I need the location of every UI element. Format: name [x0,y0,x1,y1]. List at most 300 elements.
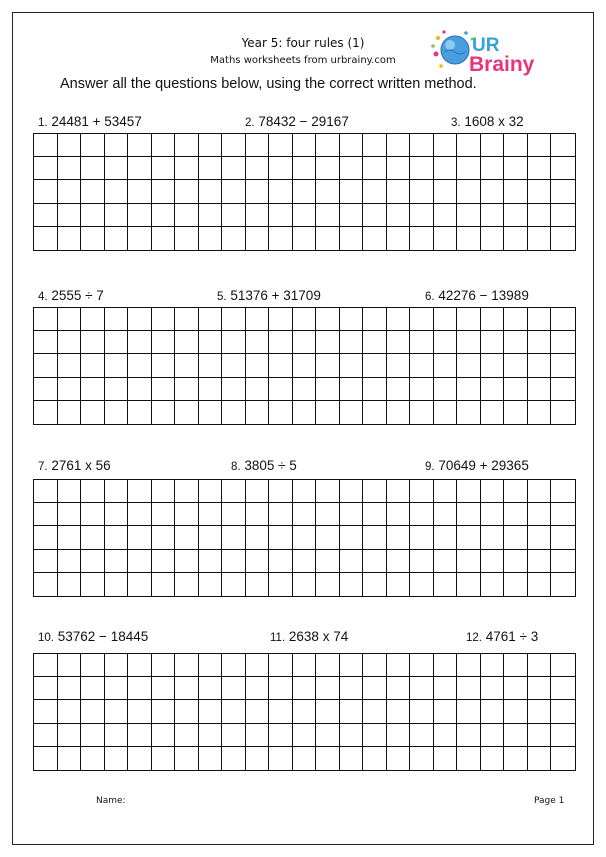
grid-cell[interactable] [199,573,223,596]
grid-cell[interactable] [246,526,270,549]
grid-cell[interactable] [481,308,505,331]
grid-cell[interactable] [128,573,152,596]
grid-cell[interactable] [551,134,575,157]
grid-cell[interactable] [504,354,528,377]
grid-cell[interactable] [528,227,552,250]
grid-cell[interactable] [340,227,364,250]
grid-cell[interactable] [316,204,340,227]
grid-cell[interactable] [410,134,434,157]
grid-cell[interactable] [528,331,552,354]
grid-cell[interactable] [199,157,223,180]
grid-cell[interactable] [199,677,223,700]
grid-cell[interactable] [269,700,293,723]
grid-cell[interactable] [504,677,528,700]
grid-cell[interactable] [246,654,270,677]
grid-cell[interactable] [246,180,270,203]
grid-cell[interactable] [434,308,458,331]
grid-cell[interactable] [387,677,411,700]
grid-cell[interactable] [340,401,364,424]
grid-cell[interactable] [293,503,317,526]
grid-cell[interactable] [81,573,105,596]
grid-cell[interactable] [81,526,105,549]
grid-cell[interactable] [175,378,199,401]
grid-cell[interactable] [410,654,434,677]
grid-cell[interactable] [457,204,481,227]
grid-cell[interactable] [269,134,293,157]
grid-cell[interactable] [34,180,58,203]
grid-cell[interactable] [387,724,411,747]
grid-cell[interactable] [293,354,317,377]
grid-cell[interactable] [34,700,58,723]
grid-cell[interactable] [199,550,223,573]
grid-cell[interactable] [504,480,528,503]
grid-cell[interactable] [105,573,129,596]
grid-cell[interactable] [410,503,434,526]
grid-cell[interactable] [293,227,317,250]
answer-grid-2[interactable] [33,307,576,425]
grid-cell[interactable] [269,677,293,700]
grid-cell[interactable] [316,157,340,180]
grid-cell[interactable] [34,550,58,573]
grid-cell[interactable] [551,204,575,227]
grid-cell[interactable] [269,378,293,401]
grid-cell[interactable] [457,157,481,180]
grid-cell[interactable] [175,331,199,354]
grid-cell[interactable] [152,654,176,677]
grid-cell[interactable] [551,573,575,596]
grid-cell[interactable] [152,677,176,700]
grid-cell[interactable] [410,700,434,723]
grid-cell[interactable] [81,331,105,354]
grid-cell[interactable] [457,724,481,747]
answer-grid-1[interactable] [33,133,576,251]
grid-cell[interactable] [128,550,152,573]
grid-cell[interactable] [269,480,293,503]
grid-cell[interactable] [316,747,340,770]
grid-cell[interactable] [528,180,552,203]
grid-cell[interactable] [387,401,411,424]
grid-cell[interactable] [504,503,528,526]
grid-cell[interactable] [340,308,364,331]
grid-cell[interactable] [246,747,270,770]
grid-cell[interactable] [269,308,293,331]
grid-cell[interactable] [293,700,317,723]
grid-cell[interactable] [528,401,552,424]
grid-cell[interactable] [293,180,317,203]
grid-cell[interactable] [457,526,481,549]
grid-cell[interactable] [222,227,246,250]
grid-cell[interactable] [363,654,387,677]
grid-cell[interactable] [81,677,105,700]
grid-cell[interactable] [504,550,528,573]
grid-cell[interactable] [269,354,293,377]
grid-cell[interactable] [363,227,387,250]
grid-cell[interactable] [316,480,340,503]
grid-cell[interactable] [528,677,552,700]
grid-cell[interactable] [58,550,82,573]
grid-cell[interactable] [528,134,552,157]
grid-cell[interactable] [269,503,293,526]
grid-cell[interactable] [551,180,575,203]
grid-cell[interactable] [551,700,575,723]
grid-cell[interactable] [199,308,223,331]
grid-cell[interactable] [105,480,129,503]
grid-cell[interactable] [504,654,528,677]
grid-cell[interactable] [81,134,105,157]
grid-cell[interactable] [105,308,129,331]
grid-cell[interactable] [222,724,246,747]
grid-cell[interactable] [340,677,364,700]
grid-cell[interactable] [175,700,199,723]
grid-cell[interactable] [504,331,528,354]
grid-cell[interactable] [105,654,129,677]
grid-cell[interactable] [387,378,411,401]
grid-cell[interactable] [551,503,575,526]
grid-cell[interactable] [246,227,270,250]
grid-cell[interactable] [551,526,575,549]
grid-cell[interactable] [293,134,317,157]
grid-cell[interactable] [222,204,246,227]
grid-cell[interactable] [246,308,270,331]
grid-cell[interactable] [152,724,176,747]
grid-cell[interactable] [34,480,58,503]
grid-cell[interactable] [246,401,270,424]
grid-cell[interactable] [551,378,575,401]
grid-cell[interactable] [58,180,82,203]
grid-cell[interactable] [269,180,293,203]
grid-cell[interactable] [293,401,317,424]
grid-cell[interactable] [340,204,364,227]
grid-cell[interactable] [551,724,575,747]
grid-cell[interactable] [457,134,481,157]
grid-cell[interactable] [528,157,552,180]
grid-cell[interactable] [81,308,105,331]
grid-cell[interactable] [434,157,458,180]
grid-cell[interactable] [504,157,528,180]
grid-cell[interactable] [152,204,176,227]
grid-cell[interactable] [34,308,58,331]
grid-cell[interactable] [128,378,152,401]
grid-cell[interactable] [199,654,223,677]
grid-cell[interactable] [387,157,411,180]
grid-cell[interactable] [434,747,458,770]
grid-cell[interactable] [340,654,364,677]
grid-cell[interactable] [293,204,317,227]
grid-cell[interactable] [316,331,340,354]
grid-cell[interactable] [363,401,387,424]
grid-cell[interactable] [152,526,176,549]
grid-cell[interactable] [222,378,246,401]
grid-cell[interactable] [457,480,481,503]
grid-cell[interactable] [58,724,82,747]
grid-cell[interactable] [528,204,552,227]
grid-cell[interactable] [246,677,270,700]
grid-cell[interactable] [316,550,340,573]
grid-cell[interactable] [340,157,364,180]
grid-cell[interactable] [269,724,293,747]
grid-cell[interactable] [481,378,505,401]
grid-cell[interactable] [481,700,505,723]
grid-cell[interactable] [434,354,458,377]
grid-cell[interactable] [81,503,105,526]
grid-cell[interactable] [363,134,387,157]
grid-cell[interactable] [457,401,481,424]
grid-cell[interactable] [481,677,505,700]
grid-cell[interactable] [58,134,82,157]
grid-cell[interactable] [105,401,129,424]
grid-cell[interactable] [269,573,293,596]
grid-cell[interactable] [199,480,223,503]
grid-cell[interactable] [58,700,82,723]
grid-cell[interactable] [105,354,129,377]
grid-cell[interactable] [269,204,293,227]
grid-cell[interactable] [528,354,552,377]
grid-cell[interactable] [175,308,199,331]
grid-cell[interactable] [58,654,82,677]
grid-cell[interactable] [81,654,105,677]
grid-cell[interactable] [481,354,505,377]
grid-cell[interactable] [434,503,458,526]
grid-cell[interactable] [199,503,223,526]
grid-cell[interactable] [222,180,246,203]
grid-cell[interactable] [269,401,293,424]
grid-cell[interactable] [246,134,270,157]
grid-cell[interactable] [269,157,293,180]
grid-cell[interactable] [481,157,505,180]
grid-cell[interactable] [105,227,129,250]
grid-cell[interactable] [551,480,575,503]
grid-cell[interactable] [128,227,152,250]
grid-cell[interactable] [551,308,575,331]
grid-cell[interactable] [269,550,293,573]
grid-cell[interactable] [81,204,105,227]
grid-cell[interactable] [551,747,575,770]
grid-cell[interactable] [199,724,223,747]
grid-cell[interactable] [363,724,387,747]
grid-cell[interactable] [293,157,317,180]
grid-cell[interactable] [481,204,505,227]
grid-cell[interactable] [152,480,176,503]
grid-cell[interactable] [340,480,364,503]
grid-cell[interactable] [293,378,317,401]
grid-cell[interactable] [387,354,411,377]
grid-cell[interactable] [410,573,434,596]
grid-cell[interactable] [387,227,411,250]
grid-cell[interactable] [410,401,434,424]
grid-cell[interactable] [81,227,105,250]
grid-cell[interactable] [34,654,58,677]
grid-cell[interactable] [434,677,458,700]
grid-cell[interactable] [175,354,199,377]
grid-cell[interactable] [199,180,223,203]
grid-cell[interactable] [152,157,176,180]
grid-cell[interactable] [387,573,411,596]
grid-cell[interactable] [504,700,528,723]
grid-cell[interactable] [128,503,152,526]
grid-cell[interactable] [128,157,152,180]
grid-cell[interactable] [410,157,434,180]
answer-grid-4[interactable] [33,653,576,771]
grid-cell[interactable] [551,157,575,180]
grid-cell[interactable] [363,747,387,770]
grid-cell[interactable] [128,354,152,377]
grid-cell[interactable] [128,204,152,227]
grid-cell[interactable] [340,573,364,596]
grid-cell[interactable] [410,677,434,700]
grid-cell[interactable] [246,480,270,503]
grid-cell[interactable] [387,204,411,227]
grid-cell[interactable] [81,747,105,770]
grid-cell[interactable] [387,700,411,723]
grid-cell[interactable] [551,677,575,700]
grid-cell[interactable] [340,331,364,354]
grid-cell[interactable] [387,550,411,573]
grid-cell[interactable] [81,724,105,747]
grid-cell[interactable] [58,331,82,354]
grid-cell[interactable] [128,654,152,677]
grid-cell[interactable] [222,677,246,700]
grid-cell[interactable] [128,677,152,700]
grid-cell[interactable] [175,227,199,250]
grid-cell[interactable] [105,747,129,770]
grid-cell[interactable] [199,134,223,157]
grid-cell[interactable] [481,401,505,424]
grid-cell[interactable] [316,378,340,401]
grid-cell[interactable] [128,700,152,723]
grid-cell[interactable] [199,204,223,227]
grid-cell[interactable] [58,308,82,331]
grid-cell[interactable] [504,180,528,203]
grid-cell[interactable] [58,526,82,549]
grid-cell[interactable] [34,401,58,424]
grid-cell[interactable] [434,227,458,250]
grid-cell[interactable] [34,724,58,747]
grid-cell[interactable] [246,354,270,377]
grid-cell[interactable] [551,331,575,354]
grid-cell[interactable] [105,503,129,526]
grid-cell[interactable] [340,378,364,401]
grid-cell[interactable] [316,354,340,377]
grid-cell[interactable] [128,331,152,354]
grid-cell[interactable] [293,550,317,573]
grid-cell[interactable] [410,724,434,747]
grid-cell[interactable] [152,308,176,331]
grid-cell[interactable] [152,550,176,573]
grid-cell[interactable] [222,654,246,677]
grid-cell[interactable] [222,550,246,573]
grid-cell[interactable] [58,227,82,250]
grid-cell[interactable] [293,526,317,549]
grid-cell[interactable] [387,134,411,157]
grid-cell[interactable] [363,503,387,526]
grid-cell[interactable] [457,700,481,723]
grid-cell[interactable] [152,378,176,401]
grid-cell[interactable] [316,227,340,250]
grid-cell[interactable] [528,724,552,747]
grid-cell[interactable] [528,503,552,526]
grid-cell[interactable] [316,308,340,331]
grid-cell[interactable] [58,401,82,424]
grid-cell[interactable] [105,550,129,573]
grid-cell[interactable] [316,526,340,549]
grid-cell[interactable] [246,157,270,180]
grid-cell[interactable] [363,550,387,573]
grid-cell[interactable] [222,134,246,157]
grid-cell[interactable] [222,354,246,377]
grid-cell[interactable] [457,378,481,401]
grid-cell[interactable] [528,480,552,503]
grid-cell[interactable] [105,157,129,180]
grid-cell[interactable] [481,480,505,503]
grid-cell[interactable] [175,157,199,180]
grid-cell[interactable] [410,331,434,354]
grid-cell[interactable] [58,378,82,401]
grid-cell[interactable] [551,654,575,677]
grid-cell[interactable] [363,378,387,401]
grid-cell[interactable] [293,747,317,770]
grid-cell[interactable] [152,700,176,723]
grid-cell[interactable] [504,378,528,401]
grid-cell[interactable] [269,331,293,354]
grid-cell[interactable] [222,480,246,503]
grid-cell[interactable] [58,204,82,227]
grid-cell[interactable] [434,724,458,747]
grid-cell[interactable] [410,180,434,203]
grid-cell[interactable] [58,354,82,377]
grid-cell[interactable] [457,180,481,203]
grid-cell[interactable] [128,747,152,770]
grid-cell[interactable] [293,480,317,503]
grid-cell[interactable] [34,331,58,354]
grid-cell[interactable] [152,331,176,354]
grid-cell[interactable] [504,134,528,157]
grid-cell[interactable] [128,526,152,549]
grid-cell[interactable] [58,677,82,700]
grid-cell[interactable] [457,550,481,573]
grid-cell[interactable] [222,401,246,424]
grid-cell[interactable] [316,503,340,526]
grid-cell[interactable] [410,227,434,250]
grid-cell[interactable] [387,308,411,331]
grid-cell[interactable] [34,134,58,157]
grid-cell[interactable] [363,157,387,180]
grid-cell[interactable] [58,480,82,503]
grid-cell[interactable] [269,526,293,549]
grid-cell[interactable] [222,526,246,549]
grid-cell[interactable] [410,204,434,227]
grid-cell[interactable] [269,654,293,677]
grid-cell[interactable] [481,134,505,157]
grid-cell[interactable] [246,700,270,723]
grid-cell[interactable] [504,573,528,596]
grid-cell[interactable] [551,550,575,573]
grid-cell[interactable] [528,378,552,401]
grid-cell[interactable] [504,227,528,250]
grid-cell[interactable] [551,227,575,250]
grid-cell[interactable] [410,550,434,573]
grid-cell[interactable] [105,331,129,354]
grid-cell[interactable] [481,654,505,677]
grid-cell[interactable] [387,480,411,503]
grid-cell[interactable] [340,503,364,526]
grid-cell[interactable] [34,227,58,250]
grid-cell[interactable] [175,573,199,596]
grid-cell[interactable] [175,677,199,700]
grid-cell[interactable] [128,180,152,203]
grid-cell[interactable] [81,401,105,424]
grid-cell[interactable] [269,747,293,770]
grid-cell[interactable] [528,550,552,573]
